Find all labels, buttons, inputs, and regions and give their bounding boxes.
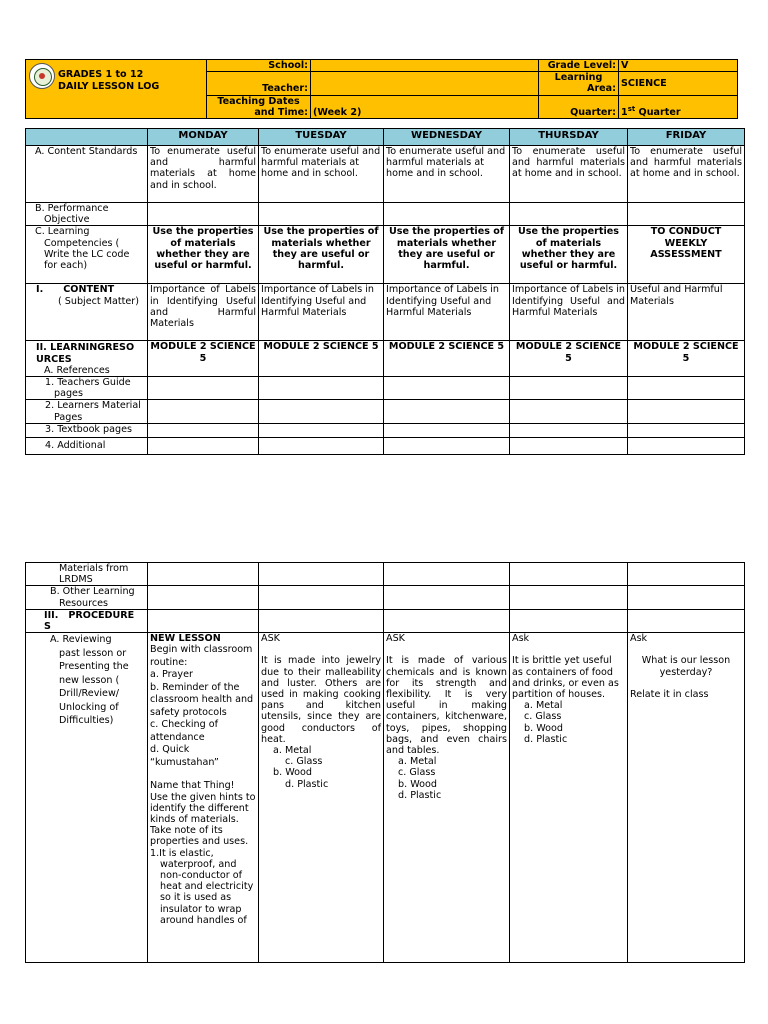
- resources-label: II. LEARNINGRESOURCES: [36, 342, 135, 365]
- lm-thursday: [510, 400, 628, 423]
- resources-thursday: MODULE 2 SCIENCE 5: [510, 341, 628, 377]
- review-monday: [148, 633, 259, 963]
- add-friday: [628, 437, 745, 454]
- lrdms-tuesday: [259, 563, 384, 586]
- tg-wednesday: [384, 377, 510, 400]
- other-tuesday: [259, 586, 384, 609]
- learning-competencies-label: C. Learning Competencies ( Write the LC code for each): [26, 226, 148, 284]
- thursday-option-b: b. Wood: [524, 722, 563, 734]
- competencies-tuesday: Use the properties of materials whether they are useful or harmful.: [259, 226, 384, 284]
- routine-line-1: Begin with classroom routine:: [150, 644, 253, 668]
- tuesday-ask: ASK: [261, 633, 280, 645]
- proc-friday: [628, 609, 745, 632]
- tb-friday: [628, 423, 745, 437]
- thursday-option-d: d. Plastic: [524, 733, 568, 745]
- hint-1: 1.It is elastic, waterproof, and non-conductor of heat and electricity so it is used as insulator to wrap around handles of: [150, 847, 254, 926]
- content-standards-label: A. Content Standards: [26, 146, 148, 203]
- header-title-cell: [26, 60, 207, 119]
- wednesday-option-d: d. Plastic: [398, 789, 442, 801]
- grade-level-value: V: [619, 60, 738, 72]
- reviewing-lesson-label: A. Reviewing past lesson or Presenting the new lesson ( Drill/Review/ Unlocking of Difficulties): [26, 633, 148, 963]
- resources-friday: MODULE 2 SCIENCE 5: [628, 341, 745, 377]
- thursday-option-a: a. Metal: [524, 700, 563, 712]
- learning-area-label: Learning Area:: [539, 72, 619, 95]
- friday-ask: Ask: [630, 633, 648, 645]
- resources-monday: MODULE 2 SCIENCE 5: [148, 341, 259, 377]
- resources-tuesday: MODULE 2 SCIENCE 5: [259, 341, 384, 377]
- quarter-value: 1st Quarter: [619, 95, 738, 118]
- proc-wednesday: [384, 609, 510, 632]
- performance-friday: [628, 203, 745, 226]
- teacher-value: [311, 72, 539, 95]
- grade-level-label: Grade Level:: [539, 60, 619, 72]
- add-wednesday: [384, 437, 510, 454]
- tg-tuesday: [259, 377, 384, 400]
- content-friday: Useful and Harmful Materials: [628, 284, 745, 341]
- tuesday-question: It is made into jewelry due to their malleability and luster. Others are used in making cooking pans and kitchen utensils, since they are good conductors of heat.: [261, 655, 381, 745]
- learning-area-value: SCIENCE: [619, 72, 738, 95]
- routine-line-2: a. Prayer: [150, 669, 193, 681]
- lesson-log-table: [25, 128, 745, 455]
- tb-monday: [148, 423, 259, 437]
- lm-wednesday: [384, 400, 510, 423]
- proc-monday: [148, 609, 259, 632]
- tb-wednesday: [384, 423, 510, 437]
- school-label: School:: [207, 60, 311, 72]
- review-friday: [628, 633, 745, 963]
- content-label: I. CONTENT: [36, 284, 115, 296]
- other-monday: [148, 586, 259, 609]
- content-standards-wednesday: To enumerate useful and harmful materials at home and in school.: [384, 146, 510, 203]
- content-standards-monday: To enumerate useful and harmful materials at home and in school.: [148, 146, 259, 203]
- day-header-blank: [26, 129, 148, 146]
- lrdms-wednesday: [384, 563, 510, 586]
- content-sublabel: ( Subject Matter): [58, 295, 139, 307]
- game-title: Name that Thing!: [150, 780, 235, 792]
- review-thursday: [510, 633, 628, 963]
- wednesday-ask: ASK: [386, 633, 405, 645]
- day-header-friday: FRIDAY: [628, 129, 745, 146]
- day-header-wednesday: WEDNESDAY: [384, 129, 510, 146]
- performance-thursday: [510, 203, 628, 226]
- thursday-ask: Ask: [512, 633, 530, 645]
- other-thursday: [510, 586, 628, 609]
- thursday-option-c: c. Glass: [524, 711, 562, 723]
- competencies-thursday: Use the properties of materials whether they are useful or harmful.: [510, 226, 628, 284]
- wednesday-question: It is made of various chemicals and is known for its strength and flexibility. It is very useful in making containers, kitchenware, toys, pipes, shopping bags, and even chairs and tables.: [386, 655, 507, 757]
- school-value: [311, 60, 539, 72]
- content-monday: Importance of Labels in Identifying Useful and Harmful Materials: [148, 284, 259, 341]
- tb-tuesday: [259, 423, 384, 437]
- header-title-line2: DAILY LESSON LOG: [58, 81, 160, 92]
- teacher-label: Teacher:: [207, 72, 311, 95]
- learners-material-label: 2. Learners Material Pages: [26, 400, 148, 423]
- content-standards-thursday: To enumerate useful and harmful materials at home and in school.: [510, 146, 628, 203]
- other-friday: [628, 586, 745, 609]
- content-thursday: Importance of Labels in Identifying Useful and Harmful Materials: [510, 284, 628, 341]
- competencies-monday: Use the properties of materials whether they are useful or harmful.: [148, 226, 259, 284]
- performance-tuesday: [259, 203, 384, 226]
- tg-friday: [628, 377, 745, 400]
- proc-tuesday: [259, 609, 384, 632]
- performance-monday: [148, 203, 259, 226]
- friday-relate: Relate it in class: [630, 688, 709, 700]
- lrdms-monday: [148, 563, 259, 586]
- wednesday-option-a: a. Metal: [398, 756, 437, 768]
- tuesday-option-c: c. Glass: [285, 756, 323, 768]
- tb-thursday: [510, 423, 628, 437]
- quarter-label: Quarter:: [539, 95, 619, 118]
- add-thursday: [510, 437, 628, 454]
- competencies-friday: TO CONDUCT WEEKLY ASSESSMENT: [628, 226, 745, 284]
- lm-friday: [628, 400, 745, 423]
- tuesday-option-b: b. Wood: [273, 767, 312, 779]
- day-header-tuesday: TUESDAY: [259, 129, 384, 146]
- new-lesson-heading: NEW LESSON: [150, 633, 221, 645]
- tuesday-option-a: a. Metal: [273, 745, 312, 757]
- references-label: A. References: [44, 364, 110, 376]
- content-wednesday: Importance of Labels in Identifying Useful and Harmful Materials: [384, 284, 510, 341]
- additional-label: 4. Additional: [26, 437, 148, 454]
- add-tuesday: [259, 437, 384, 454]
- teaching-dates-label: Teaching Dates and Time:: [207, 95, 311, 118]
- performance-objective-label: B. Performance Objective: [26, 203, 148, 226]
- lesson-log-table-continued: [25, 562, 745, 963]
- performance-wednesday: [384, 203, 510, 226]
- proc-thursday: [510, 609, 628, 632]
- wednesday-option-b: b. Wood: [398, 778, 437, 790]
- deped-seal-icon: [29, 63, 55, 89]
- materials-lrdms-label: Materials from LRDMS: [26, 563, 148, 586]
- tg-monday: [148, 377, 259, 400]
- review-tuesday: [259, 633, 384, 963]
- other-wednesday: [384, 586, 510, 609]
- header-title-line1: GRADES 1 to 12: [58, 69, 144, 80]
- tg-thursday: [510, 377, 628, 400]
- routine-line-4: c. Checking of attendance: [150, 719, 219, 743]
- resources-label-cell: [26, 341, 148, 377]
- lrdms-friday: [628, 563, 745, 586]
- header-table: [25, 59, 738, 119]
- add-monday: [148, 437, 259, 454]
- friday-question: What is our lesson yesterday?: [641, 655, 731, 678]
- thursday-question: It is brittle yet useful as containers of food and drinks, or even as partition of houses.: [512, 655, 619, 701]
- teaching-dates-value: (Week 2): [311, 95, 539, 118]
- content-tuesday: Importance of Labels in Identifying Useful and Harmful Materials: [259, 284, 384, 341]
- day-header-thursday: THURSDAY: [510, 129, 628, 146]
- tuesday-option-d: d. Plastic: [285, 778, 329, 790]
- day-header-monday: MONDAY: [148, 129, 259, 146]
- lm-monday: [148, 400, 259, 423]
- content-standards-tuesday: To enumerate useful and harmful materials at home and in school.: [259, 146, 384, 203]
- routine-line-3: b. Reminder of the classroom health and safety protocols: [150, 681, 254, 718]
- content-label-cell: [26, 284, 148, 341]
- lrdms-thursday: [510, 563, 628, 586]
- routine-line-5: d. Quick “kumustahan”: [150, 744, 219, 768]
- competencies-wednesday: Use the properties of materials whether they are useful or harmful.: [384, 226, 510, 284]
- lm-tuesday: [259, 400, 384, 423]
- procedures-label: III. PROCEDURES: [26, 609, 148, 632]
- resources-wednesday: MODULE 2 SCIENCE 5: [384, 341, 510, 377]
- wednesday-option-c: c. Glass: [398, 767, 436, 779]
- content-standards-friday: To enumerate useful and harmful materials at home and in school.: [628, 146, 745, 203]
- teachers-guide-label: 1. Teachers Guide pages: [26, 377, 148, 400]
- other-resources-label: B. Other Learning Resources: [26, 586, 148, 609]
- review-wednesday: [384, 633, 510, 963]
- game-instructions: Use the given hints to identify the different kinds of materials. Take note of its properties and uses.: [150, 791, 256, 848]
- textbook-pages-label: 3. Textbook pages: [26, 423, 148, 437]
